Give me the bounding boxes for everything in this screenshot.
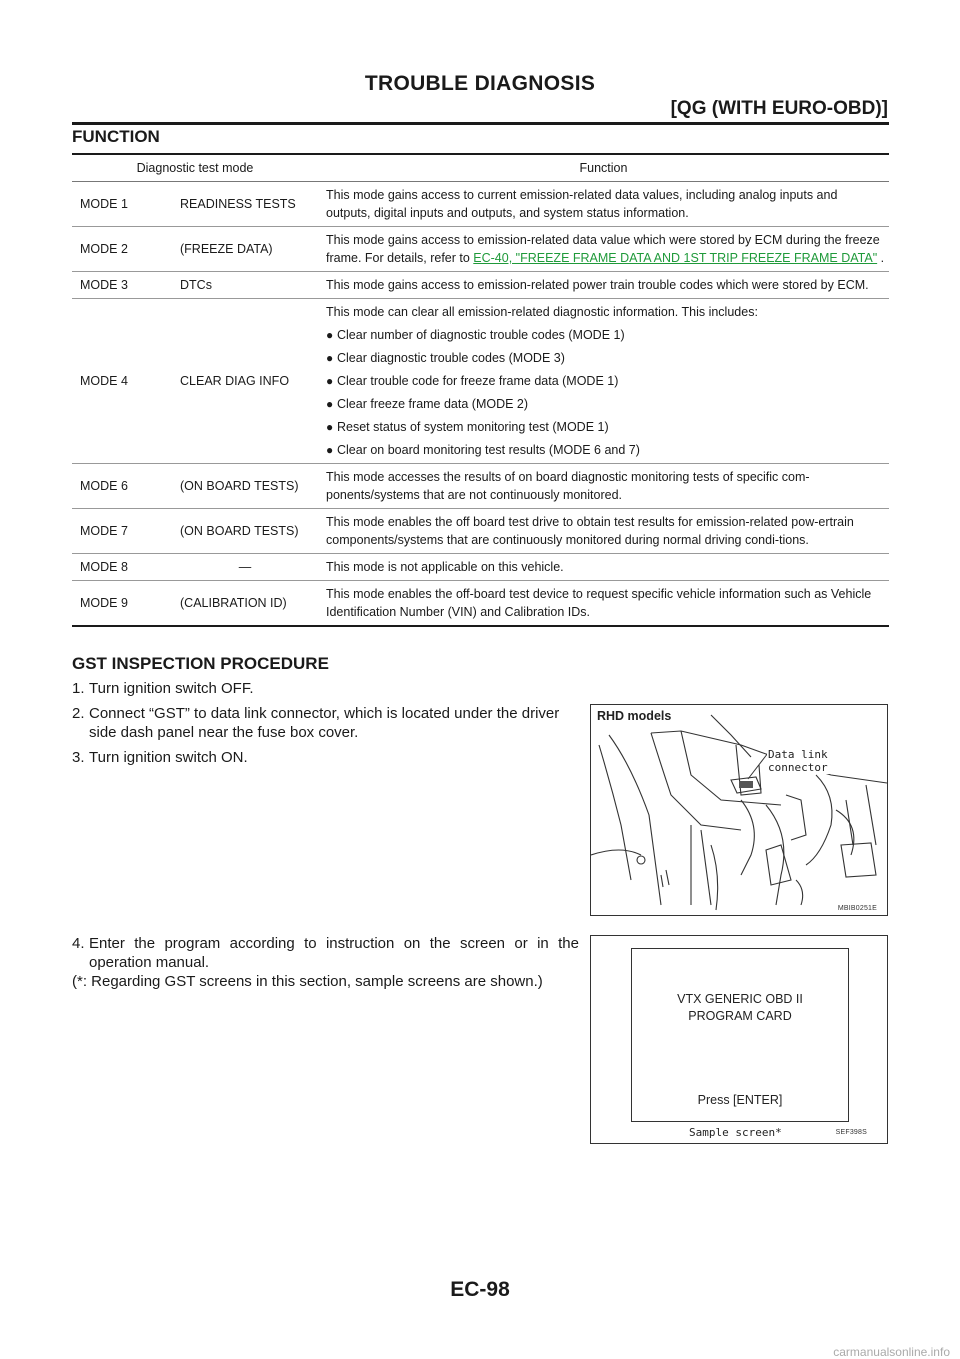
figure-code: SEF398S (835, 1129, 867, 1136)
procedure-step: 3. Turn ignition switch ON. (72, 749, 248, 766)
mode-cell: MODE 2 (72, 227, 172, 272)
mode-cell: MODE 4 (72, 299, 172, 464)
bullet-item: ● Clear number of diagnostic trouble codes (MODE 1) (326, 328, 625, 342)
procedure-steps-1-3 (72, 679, 579, 767)
table-row (72, 227, 889, 272)
screen-line: VTX GENERIC OBD II (677, 992, 803, 1006)
diagnostic-mode-table (72, 153, 889, 627)
page-subtitle: [QG (WITH EURO-OBD)] (670, 98, 888, 119)
function-cell: This mode accesses the results of on board diagnostic monitoring tests of specific com-ponents/systems that are not continuously monitored. (318, 464, 889, 509)
bullet-icon: ● (326, 397, 334, 411)
function-cell: This mode enables the off-board test device to request specific vehicle information such as Vehicle Identification Number (VIN) and Calibration IDs. (318, 581, 889, 627)
bullet-icon: ● (326, 328, 334, 342)
table-header-mode: Diagnostic test mode (72, 154, 318, 182)
mode-name-cell: DTCs (172, 272, 318, 299)
page-title: TROUBLE DIAGNOSIS (364, 72, 596, 95)
bullet-item: ● Clear diagnostic trouble codes (MODE 3) (326, 351, 565, 365)
watermark: carmanualsonline.info (833, 1345, 950, 1359)
bullet-item: ● Clear freeze frame data (MODE 2) (326, 397, 529, 411)
function-text: This mode can clear all emission-related diagnostic information. This includes: (326, 305, 758, 319)
mode-cell: MODE 3 (72, 272, 172, 299)
procedure-step-4 (72, 934, 579, 991)
table-row (72, 554, 889, 581)
dash-panel-illustration (591, 705, 887, 915)
function-heading: FUNCTION (72, 127, 160, 146)
gst-sample-screen-figure (590, 935, 888, 1144)
function-cell (318, 299, 889, 464)
function-cell: This mode gains access to emission-related power train trouble codes which were stored by ECM. (318, 272, 889, 299)
bullet-item: ● Clear on board monitoring test results (MODE 6 and 7) (326, 443, 640, 457)
screen-line: Press [ENTER] (697, 1093, 783, 1107)
mode-cell: MODE 9 (72, 581, 172, 627)
screen-line: PROGRAM CARD (688, 1009, 792, 1023)
page-number: EC-98 (450, 1278, 510, 1301)
mode-name-cell: — (172, 554, 318, 581)
bullet-icon: ● (326, 374, 334, 388)
header-rule (72, 122, 889, 125)
gst-screen (631, 948, 849, 1122)
function-cell: This mode enables the off board test drive to obtain test results for emission-related pow-ertrain components/systems that are continuously monitored during normal driving condi-tions. (318, 509, 889, 554)
mode-name-cell: (ON BOARD TESTS) (172, 509, 318, 554)
rhd-models-label: RHD models (597, 709, 672, 723)
mode-name-cell: CLEAR DIAG INFO (172, 299, 318, 464)
table-row (72, 299, 889, 464)
bullet-icon: ● (326, 351, 334, 365)
bullet-icon: ● (326, 420, 334, 434)
function-text: This mode gains access to emission-related data value which were stored by ECM during the freeze frame. For details, refer to (326, 233, 880, 265)
mode-cell: MODE 6 (72, 464, 172, 509)
mode-name-cell: (ON BOARD TESTS) (172, 464, 318, 509)
mode-cell: MODE 7 (72, 509, 172, 554)
table-row (72, 464, 889, 509)
table-row (72, 581, 889, 627)
mode-name-cell: (CALIBRATION ID) (172, 581, 318, 627)
table-row (72, 509, 889, 554)
gst-screen-note: (*: Regarding GST screens in this section, sample screens are shown.) (72, 973, 543, 990)
bullet-item: ● Clear trouble code for freeze frame data (MODE 1) (326, 374, 619, 388)
function-text-end: . (877, 251, 885, 265)
table-header-function: Function (318, 154, 889, 182)
procedure-step: 2. Connect “GST” to data link connector, which is located under the driver side dash panel near the fuse box cover. (72, 705, 560, 741)
freeze-frame-reference-link[interactable]: EC-40, "FREEZE FRAME DATA AND 1ST TRIP FREEZE FRAME DATA" (473, 251, 878, 265)
function-cell: This mode gains access to current emission-related data values, including analog inputs and outputs, digital inputs and outputs, and system status information. (318, 182, 889, 227)
bullet-item: ● Reset status of system monitoring test (MODE 1) (326, 420, 609, 434)
function-cell (318, 227, 889, 272)
mode-cell: MODE 8 (72, 554, 172, 581)
bullet-icon: ● (326, 443, 334, 457)
gst-procedure-heading: GST INSPECTION PROCEDURE (72, 654, 329, 673)
procedure-step: 4. Enter the program according to instruction on the screen or in the operation manual. (72, 935, 579, 971)
mode-name-cell: (FREEZE DATA) (172, 227, 318, 272)
mode-name-cell: READINESS TESTS (172, 182, 318, 227)
data-link-connector-figure (590, 704, 888, 916)
table-row (72, 272, 889, 299)
figure-code: MBIB0251E (837, 905, 877, 912)
function-cell: This mode is not applicable on this vehicle. (318, 554, 889, 581)
mode-cell: MODE 1 (72, 182, 172, 227)
table-row (72, 182, 889, 227)
procedure-step: 1. Turn ignition switch OFF. (72, 680, 254, 697)
data-link-connector-label: Data link connector (767, 748, 887, 774)
sample-screen-caption: Sample screen* (689, 1126, 782, 1139)
